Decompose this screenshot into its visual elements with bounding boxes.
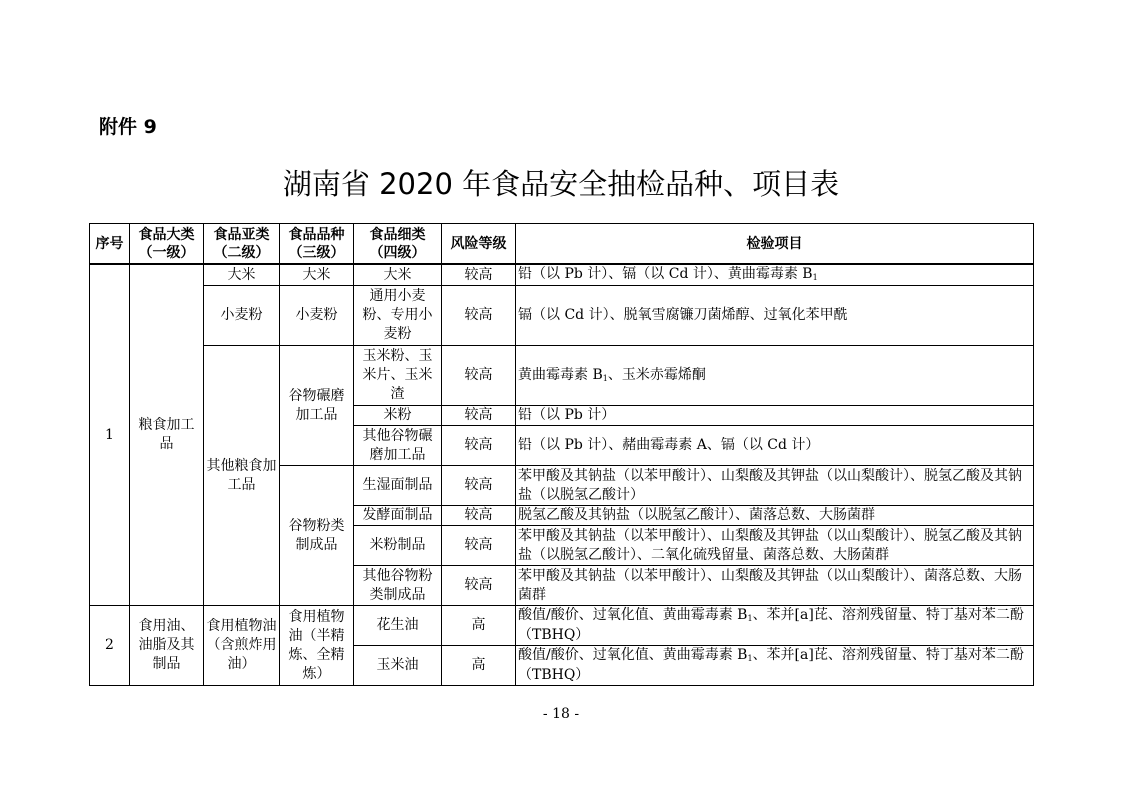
page-title: 湖南省 2020 年食品安全抽检品种、项目表 [282, 167, 840, 201]
cat3-cell: 小麦粉 [280, 286, 354, 346]
cat2-cell: 大米 [204, 264, 280, 286]
cat4-cell: 其他谷物碾磨加工品 [354, 426, 442, 466]
items-cell: 黄曲霉毒素 B1、玉米赤霉烯酮 [516, 346, 1034, 406]
seq-cell: 2 [90, 606, 130, 686]
cat4-cell: 玉米油 [354, 646, 442, 686]
cat4-cell: 玉米粉、玉米片、玉米渣 [354, 346, 442, 406]
attachment-label: 附件 9 [99, 116, 157, 138]
risk-cell: 较高 [442, 506, 516, 526]
cat2-cell: 食用植物油（含煎炸用油） [204, 606, 280, 686]
table-row [90, 606, 1034, 646]
risk-cell: 较高 [442, 286, 516, 346]
risk-cell: 较高 [442, 566, 516, 606]
header-risk: 风险等级 [442, 224, 516, 265]
items-cell: 镉（以 Cd 计）、脱氧雪腐镰刀菌烯醇、过氧化苯甲酰 [516, 286, 1034, 346]
header-cat4: 食品细类 （四级） [354, 224, 442, 265]
seq-cell: 1 [90, 264, 130, 606]
table-row [90, 346, 1034, 406]
items-cell: 铅（以 Pb 计）、赭曲霉毒素 A、镉（以 Cd 计） [516, 426, 1034, 466]
items-cell: 苯甲酸及其钠盐（以苯甲酸计）、山梨酸及其钾盐（以山梨酸计）、菌落总数、大肠菌群 [516, 566, 1034, 606]
cat4-cell: 米粉制品 [354, 526, 442, 566]
cat1-cell: 粮食加工品 [130, 264, 204, 606]
items-cell: 苯甲酸及其钠盐（以苯甲酸计）、山梨酸及其钾盐（以山梨酸计）、脱氢乙酸及其钠盐（以脱氢乙酸计） [516, 466, 1034, 506]
page-number: - 18 - [542, 706, 580, 722]
header-cat2: 食品亚类 （二级） [204, 224, 280, 265]
items-cell: 铅（以 Pb 计） [516, 406, 1034, 426]
cat3-cell: 食用植物油（半精炼、全精炼） [280, 606, 354, 686]
risk-cell: 高 [442, 606, 516, 646]
items-cell: 铅（以 Pb 计）、镉（以 Cd 计）、黄曲霉毒素 B1 [516, 264, 1034, 286]
table-row [90, 286, 1034, 346]
cat2-cell: 小麦粉 [204, 286, 280, 346]
risk-cell: 较高 [442, 406, 516, 426]
cat1-cell: 食用油、油脂及其制品 [130, 606, 204, 686]
cat3-cell: 谷物碾磨加工品 [280, 346, 354, 466]
risk-cell: 高 [442, 646, 516, 686]
cat4-cell: 花生油 [354, 606, 442, 646]
header-items: 检验项目 [516, 224, 1034, 265]
cat4-cell: 通用小麦粉、专用小麦粉 [354, 286, 442, 346]
items-cell: 脱氢乙酸及其钠盐（以脱氢乙酸计）、菌落总数、大肠菌群 [516, 506, 1034, 526]
risk-cell: 较高 [442, 264, 516, 286]
table-row [90, 264, 1034, 286]
cat4-cell: 生湿面制品 [354, 466, 442, 506]
cat4-cell: 其他谷物粉类制成品 [354, 566, 442, 606]
risk-cell: 较高 [442, 526, 516, 566]
risk-cell: 较高 [442, 466, 516, 506]
risk-cell: 较高 [442, 426, 516, 466]
cat3-cell: 大米 [280, 264, 354, 286]
table-header-row [90, 224, 1034, 265]
cat2-cell: 其他粮食加工品 [204, 346, 280, 606]
cat3-cell: 谷物粉类制成品 [280, 466, 354, 606]
header-seq: 序号 [90, 224, 130, 265]
items-cell: 酸值/酸价、过氧化值、黄曲霉毒素 B1、苯并[a]芘、溶剂残留量、特丁基对苯二酚（TBHQ） [516, 606, 1034, 646]
items-cell: 苯甲酸及其钠盐（以苯甲酸计）、山梨酸及其钾盐（以山梨酸计）、脱氢乙酸及其钠盐（以脱氢乙酸计）、二氧化硫残留量、菌落总数、大肠菌群 [516, 526, 1034, 566]
cat4-cell: 大米 [354, 264, 442, 286]
header-cat1: 食品大类 （一级） [130, 224, 204, 265]
header-cat3: 食品品种 （三级） [280, 224, 354, 265]
cat4-cell: 发酵面制品 [354, 506, 442, 526]
cat4-cell: 米粉 [354, 406, 442, 426]
inspection-table [89, 223, 1034, 686]
items-cell: 酸值/酸价、过氧化值、黄曲霉毒素 B1、苯并[a]芘、溶剂残留量、特丁基对苯二酚（TBHQ） [516, 646, 1034, 686]
risk-cell: 较高 [442, 346, 516, 406]
